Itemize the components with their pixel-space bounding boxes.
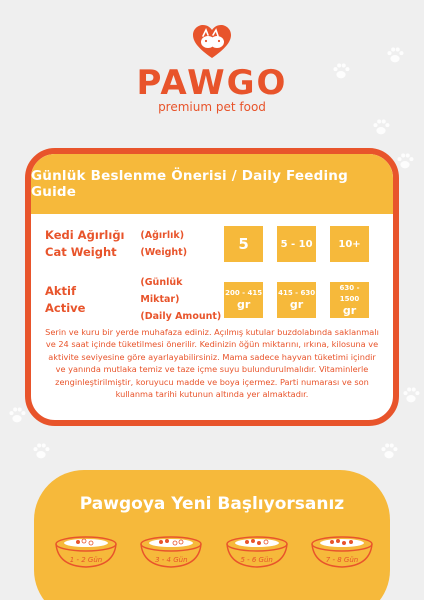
- bowl-label: 5 - 6 Gün: [240, 556, 273, 564]
- bowl-label: 1 - 2 Gün: [69, 556, 103, 564]
- bowl-label: 7 - 8 Gün: [325, 556, 359, 564]
- weight-cell: 10+: [330, 226, 369, 262]
- food-bowl-1: [48, 532, 124, 572]
- amount-unit: gr: [289, 298, 304, 311]
- amount-cell: [224, 282, 263, 318]
- weight-cell: 5 - 10: [277, 226, 316, 262]
- weight-label-en: Cat Weight: [45, 245, 117, 259]
- brand-name: PAWGO: [136, 63, 288, 103]
- amount-unit: gr: [236, 298, 251, 311]
- transition-panel: [34, 470, 390, 600]
- food-bowl-3: [219, 532, 295, 572]
- weight-sub-tr: (Ağırlık): [140, 230, 185, 241]
- paw-print-icon: [400, 384, 422, 406]
- bowl-list: [48, 532, 380, 572]
- amount-cell: [277, 282, 316, 318]
- weight-cell: 5: [224, 226, 263, 262]
- storage-note: Serin ve kuru bir yerde muhafaza ediniz. Açılmış kutular buzdolabında saklanmalı ve 24 saat içinde tüketilmesi önerilir. Kedinizin öğün miktarını, ırkına, kilosuna ve aktivite seviyesine göre ayarlayabilirsiniz. Mama sadece hayvan tüketimi içindir ve yanında mutlaka temiz ve taze içme suyu bulundurulmalıdır. Vitaminlerle zenginleştirilmiştir, koruyucu madde ve boya içermez. Parti numarası ve son kullanma tarihi kutunun altında yer almaktadır.: [45, 327, 379, 400]
- amount-label-tr: Aktif: [45, 283, 76, 298]
- amount-value: 630 - 1500: [339, 283, 360, 303]
- amount-cell: [330, 282, 369, 318]
- card-title: Günlük Beslenme Önerisi / Daily Feeding Guide: [31, 154, 393, 214]
- weight-sub-en: (Weight): [140, 247, 188, 258]
- food-bowl-2: [133, 532, 209, 572]
- feeding-guide-card: [25, 148, 399, 426]
- weight-label-tr: Kedi Ağırlığı: [45, 228, 125, 242]
- amount-unit: gr: [342, 303, 357, 317]
- amount-value: 415 - 630: [278, 289, 316, 297]
- amount-value: 200 - 415: [225, 289, 263, 297]
- amount-sub-tr: (Günlük Miktar): [140, 277, 183, 305]
- food-bowl-4: [304, 532, 380, 572]
- brand-tagline: premium pet food: [158, 100, 266, 114]
- paw-print-icon: [378, 440, 400, 462]
- paw-print-icon: [6, 404, 28, 426]
- amount-sub-en: (Daily Amount): [140, 311, 222, 322]
- paw-print-icon: [370, 116, 392, 138]
- brand-logo: [0, 22, 424, 114]
- amount-row: [45, 274, 383, 325]
- cat-dog-logo-icon: [189, 22, 235, 60]
- bowl-label: 3 - 4 Gün: [155, 556, 188, 564]
- paw-print-icon: [30, 440, 52, 462]
- amount-label-en: Active: [45, 300, 86, 315]
- food-bowl-icon: [133, 532, 209, 572]
- food-bowl-icon: [304, 532, 380, 572]
- food-bowl-icon: [48, 532, 124, 572]
- weight-row: [45, 226, 383, 262]
- transition-title: Pawgoya Yeni Başlıyorsanız: [79, 494, 345, 514]
- food-bowl-icon: [219, 532, 295, 572]
